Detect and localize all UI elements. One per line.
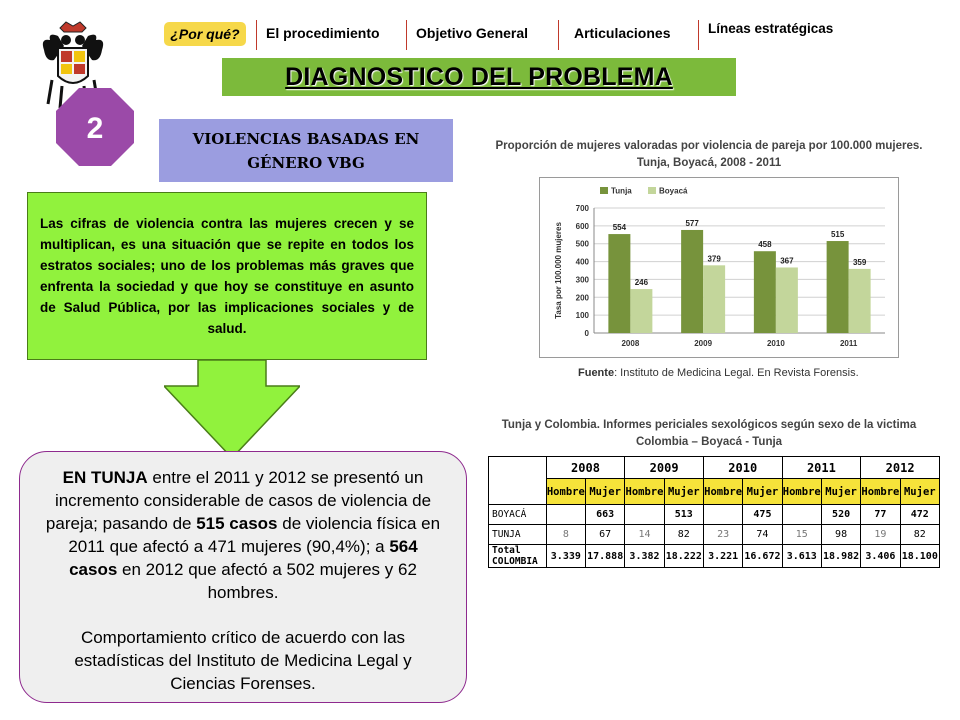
table-cell xyxy=(546,505,585,525)
table-sex-header: Hombre xyxy=(625,479,664,505)
table-year-header: 2010 xyxy=(703,457,782,479)
critical-behavior-text: Comportamiento crítico de acuerdo con las estadísticas del Instituto de Medicina Legal y Ciencias Forenses. xyxy=(74,628,412,693)
table-cell: 17.888 xyxy=(586,545,625,568)
data-label: 367 xyxy=(780,256,794,266)
table-year-header: 2011 xyxy=(782,457,861,479)
table-sex-header: Mujer xyxy=(821,479,860,505)
bar-tunja-2011 xyxy=(827,241,849,333)
table-cell: 19 xyxy=(861,525,900,545)
data-label: 458 xyxy=(758,240,772,250)
table-cell xyxy=(625,505,664,525)
table-sex-header: Mujer xyxy=(900,479,939,505)
table-cell: 77 xyxy=(861,505,900,525)
down-arrow-icon xyxy=(164,360,300,458)
table-corner-cell xyxy=(489,457,547,505)
table-cell: 3.221 xyxy=(703,545,742,568)
table-cell: 14 xyxy=(625,525,664,545)
table-year-header: 2009 xyxy=(625,457,704,479)
page-title: DIAGNOSTICO DEL PROBLEMA xyxy=(285,62,673,91)
x-tick-label: 2010 xyxy=(766,339,785,348)
table-row xyxy=(489,505,940,525)
y-tick-label: 100 xyxy=(575,311,589,321)
bar-chart-frame xyxy=(539,177,899,358)
topic-label: VIOLENCIAS BASADAS EN GÉNERO VBG xyxy=(192,129,420,172)
table-sex-header: Hombre xyxy=(546,479,585,505)
y-tick-label: 0 xyxy=(584,329,589,338)
y-axis-label: Tasa por 100.000 mujeres xyxy=(554,222,563,319)
table-cell: 18.222 xyxy=(664,545,703,568)
table-row-label: TUNJA xyxy=(489,525,547,545)
bar-boyaca-2009 xyxy=(703,265,725,333)
context-text: Las cifras de violencia contra las mujeres crecen y se multiplican, es una situación que se repite en todos los estratos sociales; uno de los problemas más graves que enfrenta la sociedad y que hoy se constituye en asunto de Salud Pública, por las implicaciones sociales y de salud. xyxy=(40,216,414,336)
nav-divider xyxy=(698,20,699,50)
table-cell: 18.982 xyxy=(821,545,860,568)
nav-articulaciones[interactable]: Articulaciones xyxy=(574,25,671,41)
sexological-reports-table xyxy=(488,456,940,581)
context-box xyxy=(27,192,427,360)
table-year-row xyxy=(489,457,940,479)
table-cell: 15 xyxy=(782,525,821,545)
table-cell: 82 xyxy=(900,525,939,545)
table-row-label: BOYACÁ xyxy=(489,505,547,525)
table-cell: 3.382 xyxy=(625,545,664,568)
table-row-label: Total COLOMBIA xyxy=(489,545,547,568)
slide-number-badge xyxy=(56,88,134,166)
table-caption: Tunja y Colombia. Informes periciales sexológicos según sexo de la victima Colombia – Boyacá - Tunja xyxy=(501,419,917,448)
y-tick-label: 700 xyxy=(575,204,589,213)
table-cell xyxy=(782,505,821,525)
data-label: 246 xyxy=(634,278,649,288)
bar-boyaca-2008 xyxy=(630,289,652,333)
tunja-stats-text: EN TUNJA entre el 2011 y 2012 se presentó un incremento considerable de casos de violencia de pareja; pasando de 515 casos de violencia física en 2011 que afectó a 471 mujeres (90,4%); a 564 casos en 2012 que afectó a 502 mujeres y 62 hombres. xyxy=(45,468,441,602)
table-row xyxy=(489,525,940,545)
topic-box xyxy=(159,119,453,182)
y-tick-label: 200 xyxy=(575,293,589,303)
table-sex-header: Mujer xyxy=(743,479,782,505)
nav-divider xyxy=(406,20,407,50)
nav-divider xyxy=(558,20,559,50)
bar-boyaca-2011 xyxy=(849,269,871,333)
table-cell: 67 xyxy=(586,525,625,545)
table-cell: 3.406 xyxy=(861,545,900,568)
nav-objetivo-general[interactable]: Objetivo General xyxy=(416,25,529,41)
data-label: 554 xyxy=(612,223,627,233)
tunja-info-box xyxy=(19,451,467,703)
data-label: 515 xyxy=(830,230,845,240)
table-cell: 663 xyxy=(586,505,625,525)
table-sex-row xyxy=(489,479,940,505)
nav-divider xyxy=(256,20,257,50)
data-label: 359 xyxy=(852,257,867,267)
chart-source: Fuente: Instituto de Medicina Legal. En Revista Forensis. xyxy=(578,367,859,379)
table-year-header: 2012 xyxy=(861,457,940,479)
legend-label: Boyacá xyxy=(659,186,688,196)
x-tick-label: 2009 xyxy=(694,339,713,348)
table-cell: 3.339 xyxy=(546,545,585,568)
bar-tunja-2008 xyxy=(608,234,630,333)
table-cell: 475 xyxy=(743,505,782,525)
x-tick-label: 2011 xyxy=(839,339,858,348)
table-cell: 513 xyxy=(664,505,703,525)
table-cell: 18.100 xyxy=(900,545,939,568)
table-cell: 23 xyxy=(703,525,742,545)
table-cell: 8 xyxy=(546,525,585,545)
y-tick-label: 300 xyxy=(575,275,589,285)
table-cell: 3.613 xyxy=(782,545,821,568)
nav-por-que[interactable]: ¿Por qué? xyxy=(164,22,246,46)
legend-swatch xyxy=(600,187,608,194)
y-tick-label: 600 xyxy=(575,221,589,231)
table-cell: 74 xyxy=(743,525,782,545)
nav-procedimiento[interactable]: El procedimiento xyxy=(266,25,380,41)
table-cell: 472 xyxy=(900,505,939,525)
chart-caption: Proporción de mujeres valoradas por violencia de pareja por 100.000 mujeres. Tunja, Boyacá, 2008 - 2011 xyxy=(495,140,923,169)
table-cell: 16.672 xyxy=(743,545,782,568)
table-sex-header: Hombre xyxy=(782,479,821,505)
table-cell xyxy=(703,505,742,525)
bar-boyaca-2010 xyxy=(776,267,798,333)
table-sex-header: Hombre xyxy=(703,479,742,505)
table-sex-header: Hombre xyxy=(861,479,900,505)
bar-chart xyxy=(540,178,898,357)
data-label: 577 xyxy=(685,218,699,228)
title-banner xyxy=(222,58,736,96)
legend-swatch xyxy=(648,187,656,194)
bar-tunja-2009 xyxy=(681,230,703,333)
legend-label: Tunja xyxy=(611,186,632,196)
bar-tunja-2010 xyxy=(754,251,776,333)
nav-lineas-estrategicas[interactable]: Líneas estratégicas xyxy=(708,21,834,36)
data-label: 379 xyxy=(707,254,721,264)
table-sex-header: Mujer xyxy=(664,479,703,505)
x-tick-label: 2008 xyxy=(621,339,640,348)
slide-number: 2 xyxy=(86,112,104,145)
y-tick-label: 400 xyxy=(575,257,589,267)
table-cell: 520 xyxy=(821,505,860,525)
table-cell: 82 xyxy=(664,525,703,545)
table-row xyxy=(489,545,940,568)
table-year-header: 2008 xyxy=(546,457,625,479)
table-sex-header: Mujer xyxy=(586,479,625,505)
y-tick-label: 500 xyxy=(575,239,589,249)
table-cell: 98 xyxy=(821,525,860,545)
